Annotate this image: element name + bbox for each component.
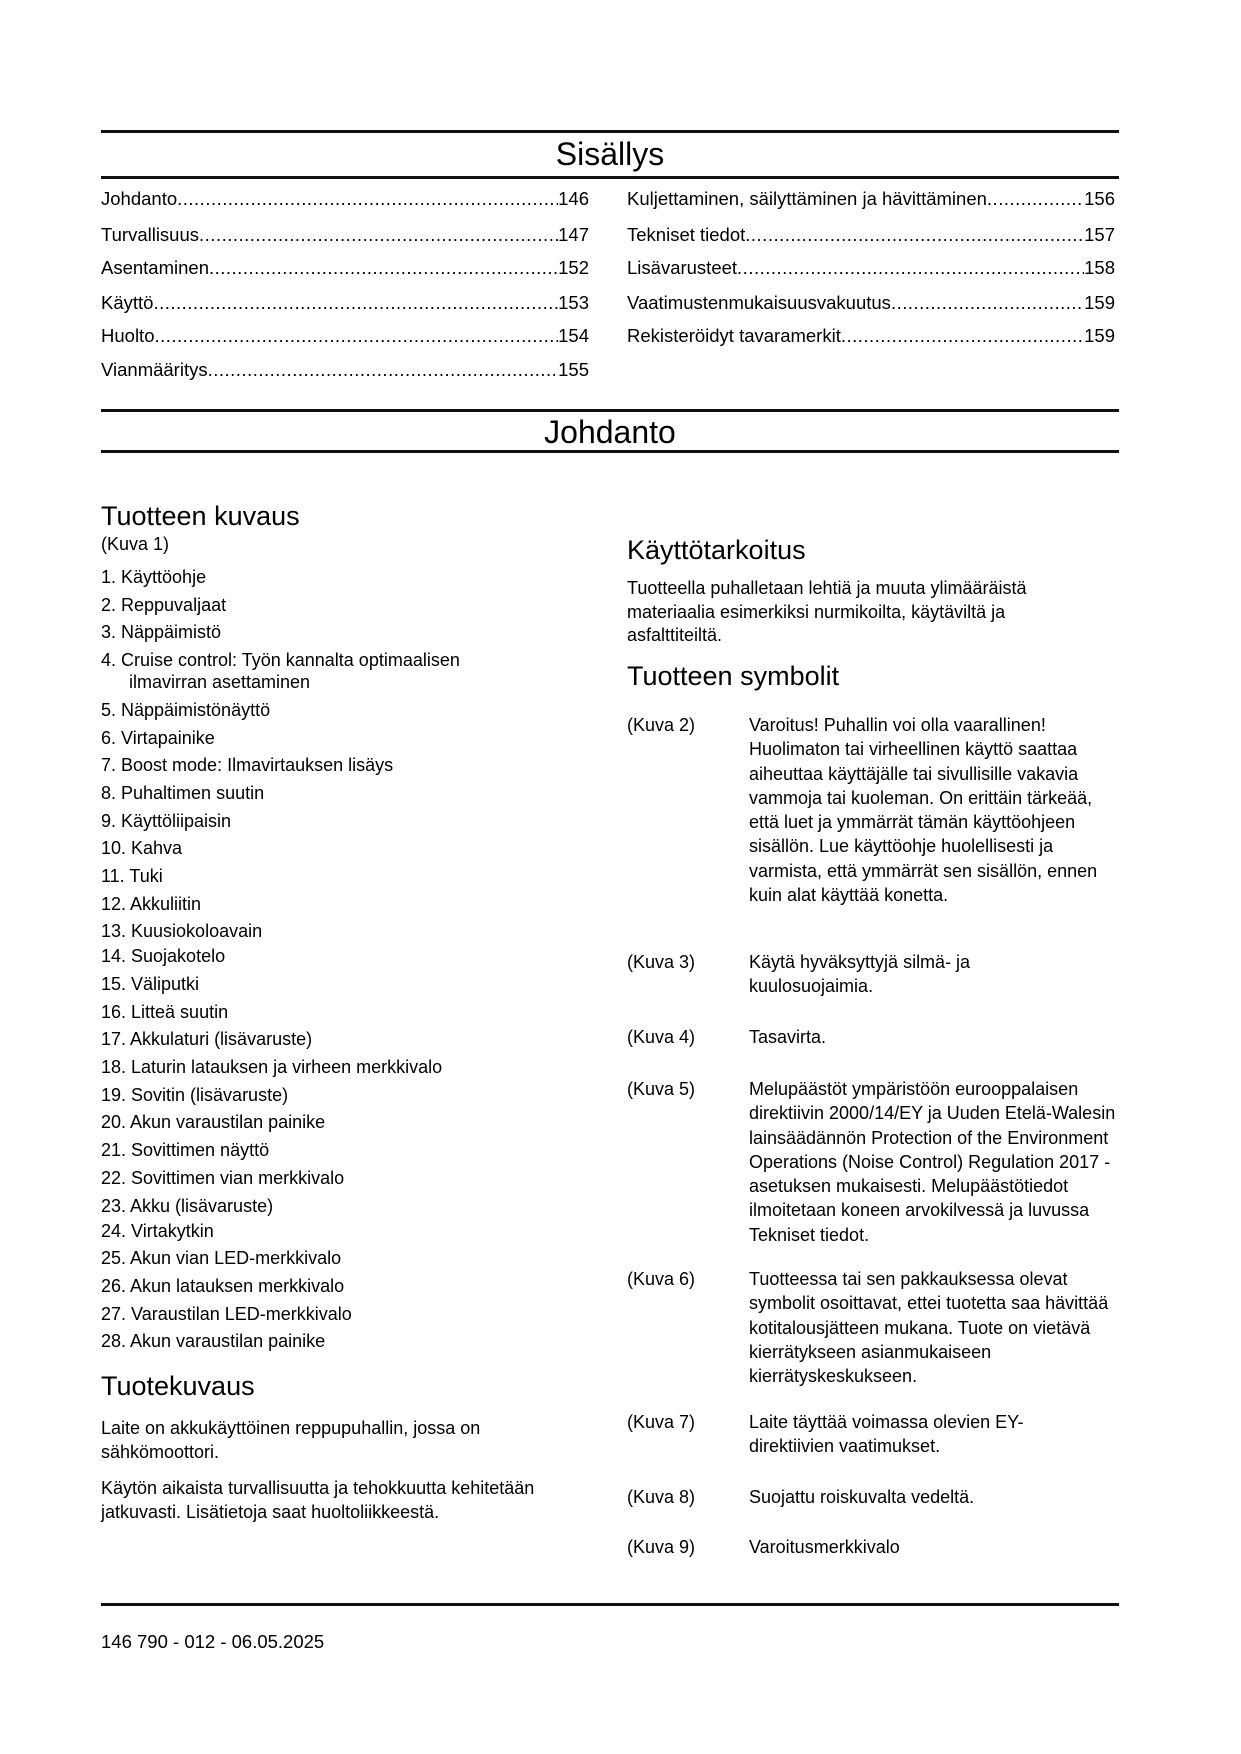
toc-leader-dots bbox=[841, 325, 1084, 347]
symbol-description: Tasavirta. bbox=[749, 1027, 827, 1047]
toc-entry[interactable] bbox=[101, 359, 589, 383]
symbol-description: Varoitus! Puhallin voi olla vaarallinen! Huolimaton tai virheellinen käyttö saattaa aiheuttaa käyttäjälle tai sivullisille vakavia vammoja tai kuoleman. On erittäin tärkeää, että luet ja ymmärrät tämän käyttöohjeen sisällön. Lue käyttöohje huolellisesti ja varmista, että ymmärrät sen sisällön, ennen kuin alat käyttää konetta. bbox=[749, 715, 1098, 906]
toc-entry[interactable] bbox=[101, 188, 589, 212]
toc-entry-label: Rekisteröidyt tavaramerkit bbox=[627, 325, 841, 346]
symbol-description: Suojattu roiskuvalta vedeltä. bbox=[749, 1487, 975, 1507]
list-item: 15. Väliputki bbox=[101, 974, 200, 994]
list-item: 1. Käyttöohje bbox=[101, 567, 207, 587]
toc-leader-dots bbox=[745, 224, 1084, 246]
toc-entry[interactable] bbox=[101, 257, 589, 281]
list-item: 12. Akkuliitin bbox=[101, 894, 202, 914]
intended-use-heading: Käyttötarkoitus bbox=[627, 535, 806, 565]
footer-rule bbox=[101, 1603, 1119, 1606]
toc-entry-label: Käyttö bbox=[101, 292, 154, 313]
toc-entry-page: 156 bbox=[1084, 188, 1115, 209]
toc-leader-dots bbox=[891, 292, 1084, 314]
toc-entry-page: 147 bbox=[558, 224, 589, 245]
list-item: 11. Tuki bbox=[101, 866, 163, 886]
toc-entry[interactable] bbox=[627, 292, 1115, 316]
toc-entry[interactable] bbox=[627, 224, 1115, 248]
list-item: 7. Boost mode: Ilmavirtauksen lisäys bbox=[101, 755, 394, 775]
list-item: 2. Reppuvaljaat bbox=[101, 595, 227, 615]
product-figure-ref: (Kuva 1) bbox=[101, 534, 170, 554]
symbol-description: Tuotteessa tai sen pakkauksessa olevat symbolit osoittavat, ettei tuotetta saa hävittää kotitalousjätteen mukana. Tuote on vietävä kierrätykseen asianmukaiseen kierrätyskeskukseen. bbox=[749, 1269, 1109, 1387]
toc-entry[interactable] bbox=[101, 224, 589, 248]
toc-entry[interactable] bbox=[101, 292, 589, 316]
symbol-description: Varoitusmerkkivalo bbox=[749, 1537, 900, 1557]
list-item: 26. Akun latauksen merkkivalo bbox=[101, 1276, 345, 1296]
symbol-description: Laite täyttää voimassa olevien EY-direktiivien vaatimukset. bbox=[749, 1412, 1024, 1457]
product-description-heading: Tuotteen kuvaus bbox=[101, 501, 300, 531]
toc-entry-page: 157 bbox=[1084, 224, 1115, 245]
footer-doc-id: 146 790 - 012 - 06.05.2025 bbox=[101, 1631, 325, 1652]
toc-entry[interactable] bbox=[627, 325, 1115, 349]
intended-use-text: Tuotteella puhalletaan lehtiä ja muuta ylimääräistä materiaalia esimerkiksi nurmikoilta, käytäviltä ja asfalttiteiltä. bbox=[627, 578, 1027, 645]
symbol-figure-ref: (Kuva 9) bbox=[627, 1537, 696, 1557]
toc-entry-label: Huolto bbox=[101, 325, 155, 346]
toc-leader-dots bbox=[177, 188, 558, 210]
symbol-figure-ref: (Kuva 3) bbox=[627, 952, 696, 972]
list-item: 28. Akun varaustilan painike bbox=[101, 1331, 326, 1351]
toc-entry-label: Kuljettaminen, säilyttäminen ja hävittäminen bbox=[627, 188, 987, 209]
list-item: 10. Kahva bbox=[101, 838, 183, 858]
toc-entry[interactable] bbox=[101, 325, 589, 349]
tuotekuvaus-paragraph: Laite on akkukäyttöinen reppupuhallin, jossa on sähkömoottori. bbox=[101, 1418, 481, 1462]
symbol-description: Melupäästöt ympäristöön eurooppalaisen direktiivin 2000/14/EY ja Uuden Etelä-Walesin lainsäädännön Protection of the Environment Operations (Noise Control) Regulation 2017 -asetuksen mukaisesti. Melupäästötiedot ilmoitetaan koneen arvokilvessä ja luvussa Tekniset tiedot. bbox=[749, 1079, 1116, 1245]
tuotekuvaus-heading: Tuotekuvaus bbox=[101, 1371, 255, 1401]
toc-entry[interactable] bbox=[627, 188, 1115, 212]
symbol-figure-ref: (Kuva 5) bbox=[627, 1079, 696, 1099]
list-item: 13. Kuusiokoloavain bbox=[101, 921, 263, 941]
list-item: 4. Cruise control: Työn kannalta optimaalisen bbox=[101, 650, 460, 670]
toc-entry-label: Turvallisuus bbox=[101, 224, 200, 245]
toc-entry-label: Vaatimustenmukaisuusvakuutus bbox=[627, 292, 891, 313]
toc-leader-dots bbox=[987, 188, 1084, 210]
toc-leader-dots bbox=[208, 359, 559, 381]
list-item: 22. Sovittimen vian merkkivalo bbox=[101, 1168, 345, 1188]
toc-leader-dots bbox=[737, 257, 1084, 279]
list-item: 20. Akun varaustilan painike bbox=[101, 1112, 326, 1132]
list-item: 3. Näppäimistö bbox=[101, 622, 222, 642]
list-item: 14. Suojakotelo bbox=[101, 946, 226, 966]
list-item: 17. Akkulaturi (lisävaruste) bbox=[101, 1029, 313, 1049]
symbol-figure-ref: (Kuva 6) bbox=[627, 1269, 696, 1289]
toc-entry-page: 153 bbox=[558, 292, 589, 313]
symbol-figure-ref: (Kuva 8) bbox=[627, 1487, 696, 1507]
toc-leader-dots bbox=[199, 224, 558, 246]
symbol-figure-ref: (Kuva 4) bbox=[627, 1027, 696, 1047]
toc-leader-dots bbox=[154, 325, 558, 347]
toc-entry-page: 152 bbox=[558, 257, 589, 278]
symbol-figure-ref: (Kuva 2) bbox=[627, 715, 696, 735]
section-top-rule bbox=[101, 409, 1119, 412]
list-item: 9. Käyttöliipaisin bbox=[101, 811, 232, 831]
toc-entry-label: Vianmääritys bbox=[101, 359, 208, 380]
toc-entry-page: 158 bbox=[1084, 257, 1115, 278]
list-item: 23. Akku (lisävaruste) bbox=[101, 1196, 274, 1216]
toc-bottom-rule bbox=[101, 176, 1119, 179]
toc-entry-label: Asentaminen bbox=[101, 257, 209, 278]
list-item: 19. Sovitin (lisävaruste) bbox=[101, 1085, 289, 1105]
toc-entry-label: Johdanto bbox=[101, 188, 178, 209]
list-item: 6. Virtapainike bbox=[101, 728, 215, 748]
list-item: 8. Puhaltimen suutin bbox=[101, 783, 265, 803]
symbols-heading: Tuotteen symbolit bbox=[627, 661, 840, 691]
list-item: 16. Litteä suutin bbox=[101, 1002, 229, 1022]
toc-leader-dots bbox=[153, 292, 558, 314]
toc-entry-label: Lisävarusteet bbox=[627, 257, 738, 278]
list-item-continuation: ilmavirran asettaminen bbox=[129, 672, 311, 692]
toc-leader-dots bbox=[209, 257, 558, 279]
list-item: 27. Varaustilan LED-merkkivalo bbox=[101, 1304, 352, 1324]
list-item: 5. Näppäimistönäyttö bbox=[101, 700, 271, 720]
toc-top-rule bbox=[101, 130, 1119, 133]
toc-entry-page: 146 bbox=[558, 188, 589, 209]
toc-entry-page: 159 bbox=[1084, 325, 1115, 346]
toc-entry-page: 159 bbox=[1084, 292, 1115, 313]
list-item: 21. Sovittimen näyttö bbox=[101, 1140, 270, 1160]
list-item: 18. Laturin latauksen ja virheen merkkivalo bbox=[101, 1057, 443, 1077]
toc-entry-label: Tekniset tiedot bbox=[627, 224, 746, 245]
symbol-description: Käytä hyväksyttyjä silmä- ja kuulosuojaimia. bbox=[749, 952, 971, 997]
list-item: 25. Akun vian LED-merkkivalo bbox=[101, 1248, 342, 1268]
list-item: 24. Virtakytkin bbox=[101, 1221, 214, 1241]
toc-entry-page: 155 bbox=[558, 359, 589, 380]
toc-entry[interactable] bbox=[627, 257, 1115, 281]
symbol-figure-ref: (Kuva 7) bbox=[627, 1412, 696, 1432]
toc-entry-page: 154 bbox=[558, 325, 589, 346]
section-bottom-rule bbox=[101, 450, 1119, 453]
section-title: Johdanto bbox=[544, 414, 676, 450]
tuotekuvaus-paragraph: Käytön aikaista turvallisuutta ja tehokkuutta kehitetään jatkuvasti. Lisätietoja saat huoltoliikkeestä. bbox=[101, 1478, 535, 1522]
toc-title: Sisällys bbox=[555, 136, 665, 172]
